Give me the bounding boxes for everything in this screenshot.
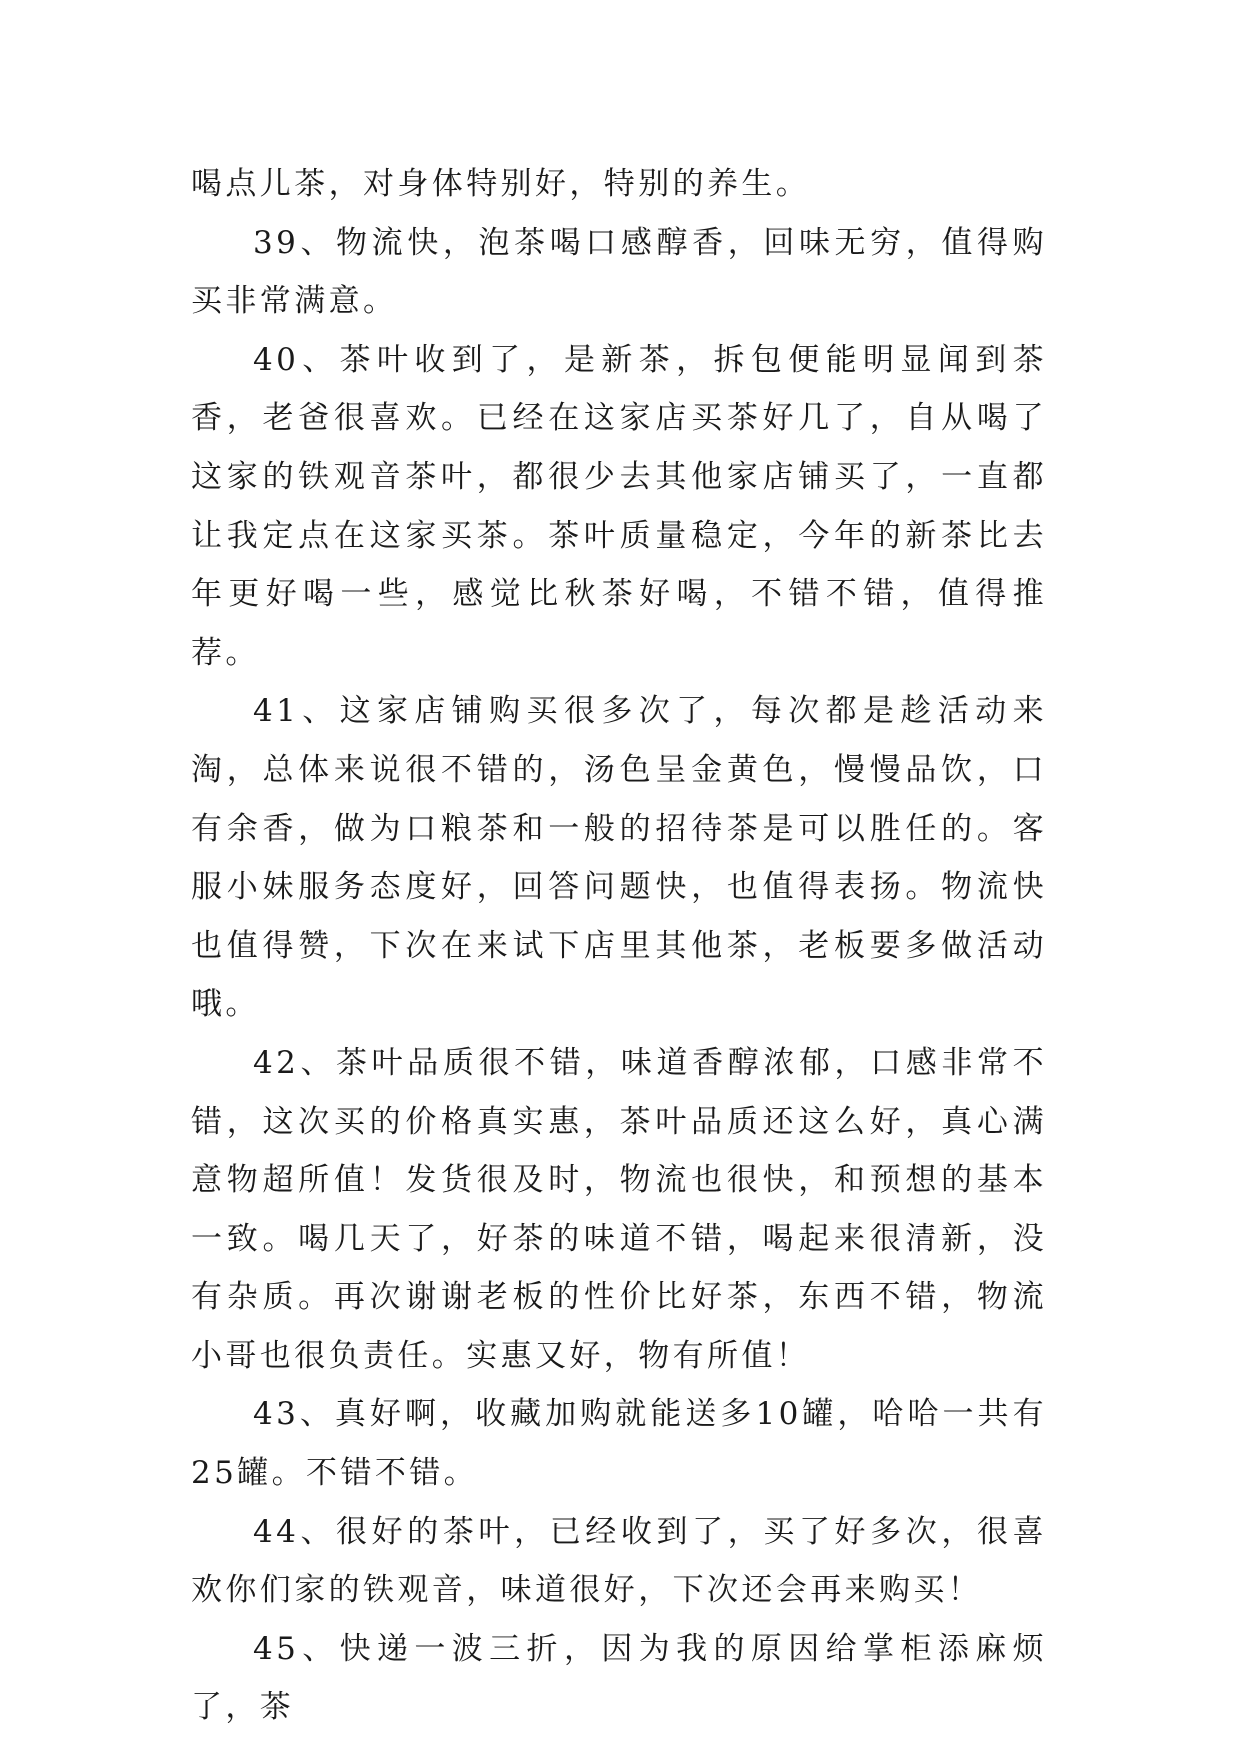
paragraph-40: 40、茶叶收到了，是新茶，拆包便能明显闻到茶香，老爸很喜欢。已经在这家店买茶好几了，自从喝了这家的铁观音茶叶，都很少去其他家店铺买了，一直都让我定点在这家买茶。茶叶质量稳定，今年的新茶比去年更好喝一些，感觉比秋茶好喝，不错不错，值得推荐。 bbox=[191, 341, 1047, 671]
paragraph-41: 41、这家店铺购买很多次了，每次都是趁活动来淘，总体来说很不错的，汤色呈金黄色，慢慢品饮，口有余香，做为口粮茶和一般的招待茶是可以胜任的。客服小妹服务态度好，回答问题快，也值得表扬。物流快也值得赞，下次在来试下店里其他茶，老板要多做活动哦。 bbox=[191, 693, 1047, 1023]
paragraph-44: 44、很好的茶叶，已经收到了，买了好多次，很喜欢你们家的铁观音，味道很好，下次还会再来购买！ bbox=[191, 1513, 1047, 1609]
paragraph-continuation: 喝点儿茶，对身体特别好，特别的养生。 bbox=[191, 166, 811, 202]
paragraph-39: 39、物流快，泡茶喝口感醇香，回味无穷，值得购买非常满意。 bbox=[191, 224, 1047, 320]
paragraph-45: 45、快递一波三折，因为我的原因给掌柜添麻烦了，茶 bbox=[191, 1630, 1047, 1726]
document-body bbox=[191, 155, 1047, 1737]
paragraph-42: 42、茶叶品质很不错，味道香醇浓郁，口感非常不错，这次买的价格真实惠，茶叶品质还这么好，真心满意物超所值！发货很及时，物流也很快，和预想的基本一致。喝几天了，好茶的味道不错，喝起来很清新，没有杂质。再次谢谢老板的性价比好茶，东西不错，物流小哥也很负责任。实惠又好，物有所值！ bbox=[191, 1044, 1047, 1374]
paragraph-43: 43、真好啊，收藏加购就能送多10罐，哈哈一共有25罐。不错不错。 bbox=[191, 1396, 1047, 1492]
